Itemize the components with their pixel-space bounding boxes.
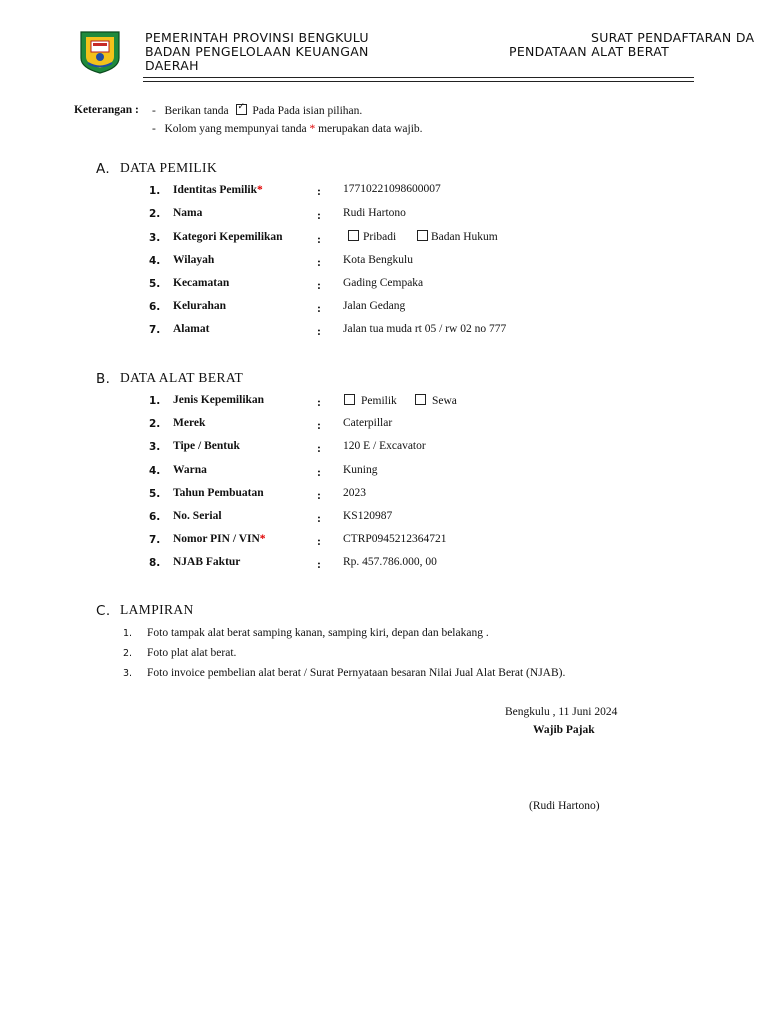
required-marker: * [259,533,266,545]
notes-line-1-before: Berikan tanda [164,105,229,117]
signature-role: Wajib Pajak [533,724,595,736]
row-number: 8. [149,557,161,569]
row-number: 1. [149,395,161,407]
notes-line-2-before: Kolom yang mempunyai tanda [164,123,307,135]
option-pribadi[interactable]: Pribadi [348,230,396,243]
field-value-nomor-pin-vin: CTRP0945212364721 [343,533,447,545]
field-label-njab-faktur: NJAB Faktur [173,556,241,568]
row-number: 7. [149,324,161,336]
row-number: 6. [149,511,161,523]
field-value-no-serial: KS120987 [343,510,393,522]
field-colon: : [317,557,321,571]
field-value-nama: Rudi Hartono [343,207,406,219]
field-colon: : [317,511,321,525]
field-colon: : [317,465,321,479]
field-value-warna: Kuning [343,464,378,476]
checked-box-icon: ✓ [236,104,247,115]
list-item-number: 2. [123,648,133,659]
field-colon: : [317,395,321,409]
header-divider [143,77,694,78]
row-number: 6. [149,301,161,313]
field-label-warna: Warna [173,464,207,476]
required-marker: * [257,184,263,196]
field-value-kecamatan: Gading Cempaka [343,277,424,289]
list-item: Foto tampak alat berat samping kanan, samping kiri, depan dan belakang . [147,627,489,639]
option-pemilik[interactable]: Pemilik [344,394,397,407]
notes-dash: - [152,105,156,117]
field-colon: : [317,208,321,222]
field-colon: : [317,278,321,292]
field-value-merek: Caterpillar [343,417,393,429]
notes-line-1 [152,104,362,117]
field-label-identitas-pemilik: Identitas Pemilik* [173,184,263,196]
section-a-title: DATA PEMILIK [120,160,218,175]
field-colon: : [317,184,321,198]
notes-line-1-after: Pada Pada isian pilihan. [252,105,363,117]
field-label-jenis-kepemilikan: Jenis Kepemilikan [173,394,265,406]
row-number: 2. [149,418,161,430]
notes-line-2 [152,123,423,135]
list-item: Foto plat alat berat. [147,647,237,659]
field-label-wilayah: Wilayah [173,254,215,266]
field-value-tahun-pembuatan: 2023 [343,487,366,499]
option-badan-hukum[interactable]: Badan Hukum [417,230,498,243]
header-divider-thin [143,81,694,82]
field-colon: : [317,255,321,269]
row-number: 3. [149,441,161,453]
row-number: 5. [149,278,161,290]
provincial-emblem-icon [79,30,121,74]
section-c-title: LAMPIRAN [120,602,194,617]
field-value-identitas-pemilik: 17710221098600007 [343,183,441,195]
field-colon: : [317,441,321,455]
field-colon: : [317,418,321,432]
required-marker: * [309,123,316,135]
list-item: Foto invoice pembelian alat berat / Surat Pernyataan besaran Nilai Jual Alat Berat (NJAB). [147,667,566,679]
field-label-no-serial: No. Serial [173,510,222,522]
notes-dash: - [152,123,156,135]
field-colon: : [317,301,321,315]
field-label-kategori-kepemilikan: Kategori Kepemilikan [173,231,283,243]
field-label-kelurahan: Kelurahan [173,300,227,312]
field-value-tipe-bentuk: 120 E / Excavator [343,440,426,452]
field-value-njab-faktur: Rp. 457.786.000, 00 [343,556,437,568]
field-colon: : [317,488,321,502]
row-number: 4. [149,465,161,477]
field-value-wilayah: Kota Bengkulu [343,254,413,266]
section-b-title: DATA ALAT BERAT [120,370,244,385]
notes-line-2-after: merupakan data wajib. [318,123,423,135]
field-label-tipe-bentuk: Tipe / Bentuk [173,440,240,452]
row-number: 7. [149,534,161,546]
field-value-kelurahan: Jalan Gedang [343,300,406,312]
section-b-letter: B. [96,371,111,387]
row-number: 2. [149,208,161,220]
checkbox-icon[interactable] [344,394,355,405]
row-number: 5. [149,488,161,500]
agency-name-line-3: DAERAH [145,58,199,73]
field-label-nomor-pin-vin: Nomor PIN / VIN* [173,533,266,545]
field-label-merek: Merek [173,417,206,429]
checkbox-icon[interactable] [415,394,426,405]
signature-place-date: Bengkulu , 11 Juni 2024 [505,706,618,718]
section-a-letter: A. [96,161,111,177]
field-label-nama: Nama [173,207,203,219]
row-number: 1. [149,185,161,197]
document-title-line-2: PENDATAAN ALAT BERAT [509,44,670,59]
row-number: 4. [149,255,161,267]
field-colon: : [317,324,321,338]
agency-name-line-2: BADAN PENGELOLAAN KEUANGAN [145,44,369,59]
checkbox-icon[interactable] [348,230,359,241]
field-label-tahun-pembuatan: Tahun Pembuatan [173,487,264,499]
field-label-alamat: Alamat [173,323,210,335]
section-c-letter: C. [96,603,111,619]
list-item-number: 1. [123,628,133,639]
notes-label: Keterangan : [74,104,139,116]
field-value-alamat: Jalan tua muda rt 05 / rw 02 no 777 [343,323,507,335]
option-sewa[interactable]: Sewa [415,394,457,407]
signature-name: (Rudi Hartono) [529,800,600,812]
list-item-number: 3. [123,668,133,679]
field-colon: : [317,534,321,548]
checkbox-icon[interactable] [417,230,428,241]
agency-name-line-1: PEMERINTAH PROVINSI BENGKULU [145,30,369,45]
document-title-line-1: SURAT PENDAFTARAN DA [591,30,755,45]
row-number: 3. [149,232,161,244]
field-colon: : [317,232,321,246]
field-label-kecamatan: Kecamatan [173,277,230,289]
